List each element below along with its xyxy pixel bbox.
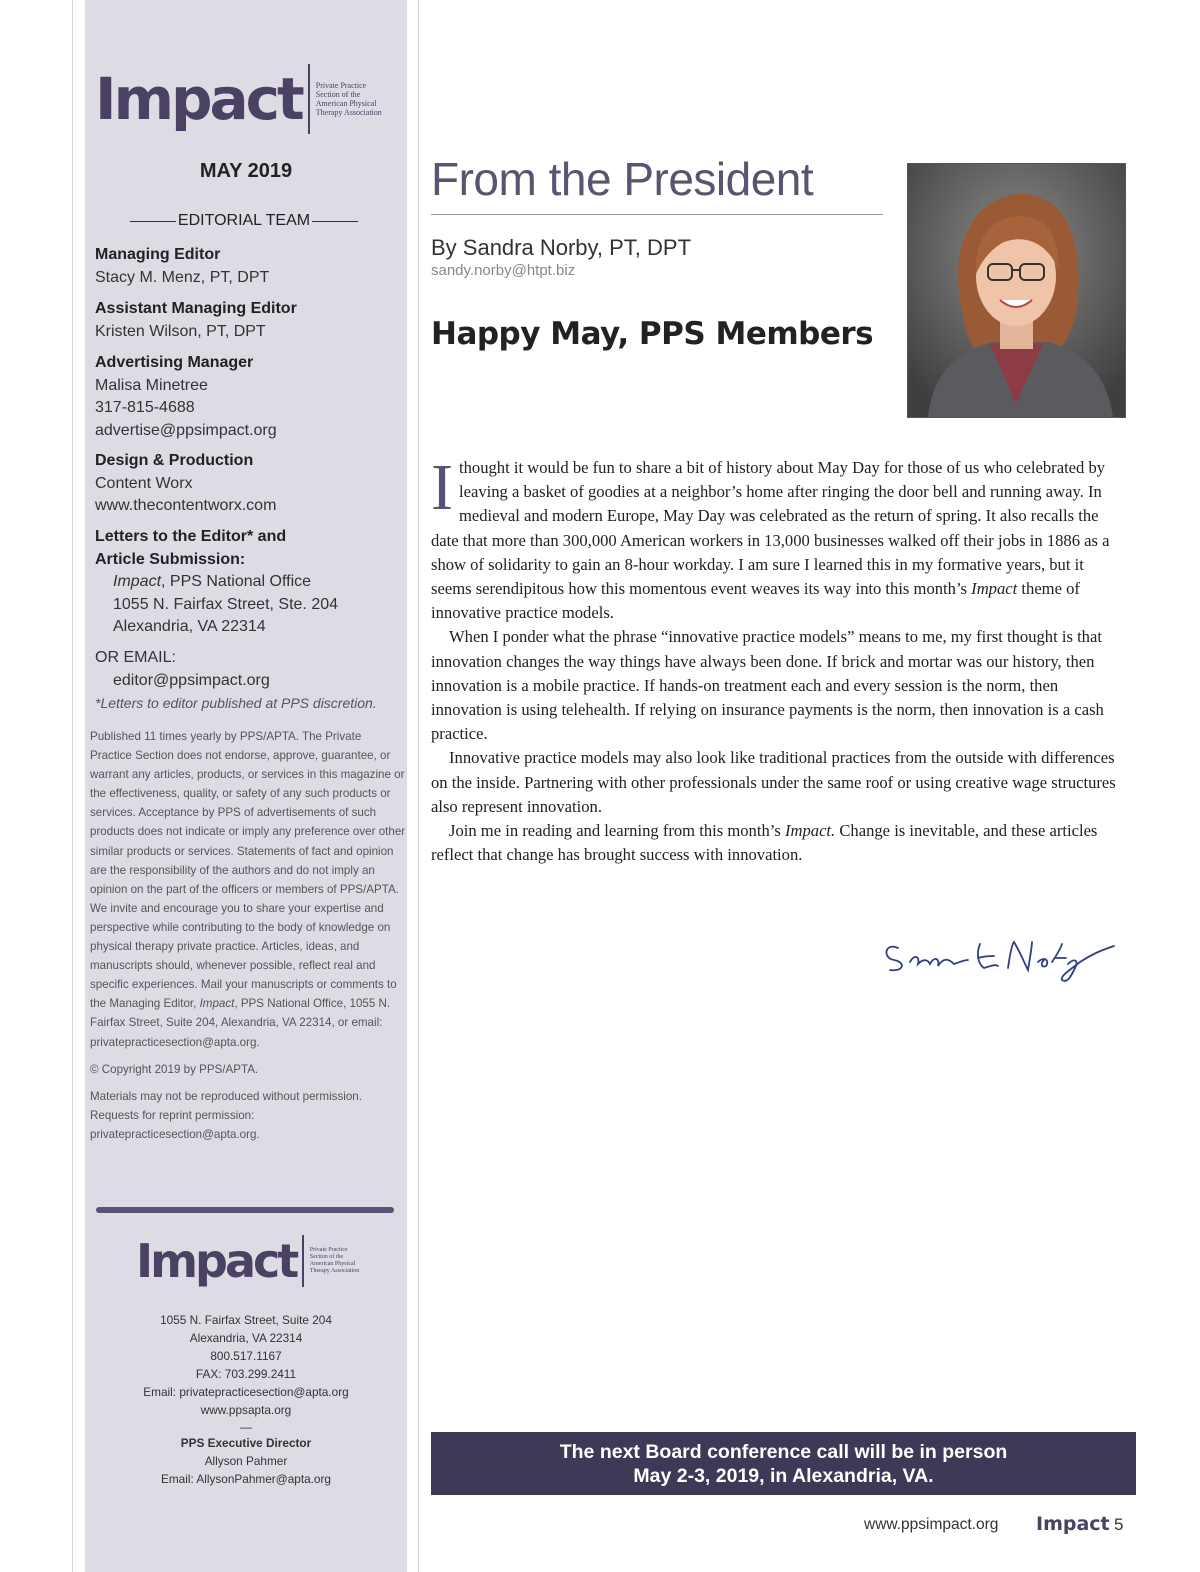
logo-tagline: Private Practice Section of the American Physical Therapy Association [309,1247,360,1274]
advertising-email-link[interactable]: advertise@ppsimpact.org [95,421,277,439]
article-body [431,451,1125,867]
role-title: Advertising Manager [95,354,254,371]
office-italic: Impact [113,573,162,590]
letters-submission-block [95,526,395,639]
contact-street: 1055 N. Fairfax Street, Suite 204 [160,1313,332,1327]
paragraph-4-start: Join me in reading and learning from this month’s [449,821,785,841]
paragraph-1-end: theme of innovative practice models. [431,579,1080,623]
copyright-notice: © Copyright 2019 by PPS/APTA. [90,1062,259,1076]
issue-date: MAY 2019 [199,160,293,182]
column-divider [418,0,419,1572]
contact-fax: FAX: 703.299.2411 [195,1367,297,1382]
office-street: 1055 N. Fairfax Street, Ste. 204 [113,595,339,613]
company-name: Content Worx [95,474,193,492]
signature-image [880,930,1120,990]
title-rule [431,214,883,215]
logo-wordmark: Impact [95,65,302,133]
design-production-block [95,450,395,518]
impact-logo [95,64,382,134]
publisher-disclaimer [90,727,406,1144]
or-email-block [95,647,395,715]
reprint-notice: Materials may not be reproduced without permission. Requests for reprint permission: privatepracticesection@apta.org. [90,1089,362,1141]
office-name [95,571,395,594]
contact-phone: 800.517.1167 [210,1349,282,1364]
letters-note: *Letters to editor published at PPS discretion. [95,695,377,711]
assistant-managing-editor-block [95,298,395,343]
office-rest: , PPS National Office [161,573,312,590]
paragraph-1 [431,451,1125,625]
office-city: Alexandria, VA 22314 [113,618,266,635]
footer-brand: Impact [1036,1513,1110,1535]
paragraph-4 [431,819,1125,867]
banner-line-2: May 2-3, 2019, in Alexandria, VA. [633,1464,934,1487]
role-title: Assistant Managing Editor [95,300,297,317]
role-title: Managing Editor [95,246,221,263]
dropcap-letter: I [431,451,453,524]
role-title: Design & Production [95,452,254,469]
person-name: Malisa Minetree [95,376,208,394]
impact-logo-small [136,1234,359,1288]
paragraph-4-italic: Impact. [784,821,836,841]
logo-divider [308,64,310,134]
disclaimer-italic: Impact [199,997,235,1011]
editor-email-link[interactable]: editor@ppsimpact.org [113,671,270,689]
footer-website-link[interactable]: www.ppsimpact.org [864,1516,999,1533]
person-name: Kristen Wilson, PT, DPT [95,322,266,340]
design-website-link[interactable]: www.thecontentworx.com [95,497,277,514]
handwritten-signature [880,930,1120,990]
phone-number: 317-815-4688 [95,399,195,416]
heading-rule-left [130,221,176,222]
executive-director-name: Allyson Pahmer [204,1453,288,1468]
page-edge-rule [72,0,73,1572]
board-call-banner [431,1432,1136,1495]
heading-rule-right [312,221,358,222]
paragraph-4-end: Change is inevitable, and these articles reflect that change has brought success with innovation. [431,821,1098,865]
contact-city: Alexandria, VA 22314 [189,1331,303,1346]
executive-director-email-link[interactable]: Email: AllysonPahmer@apta.org [160,1471,331,1486]
contact-website-link[interactable]: www.ppsapta.org [200,1403,292,1418]
or-email-label: OR EMAIL: [95,649,176,666]
banner-line-1: The next Board conference call will be in person [559,1440,1008,1463]
pps-contact-block [85,1311,407,1488]
logo-divider [302,1235,304,1287]
paragraph-3: Innovative practice models may also look like traditional practices from the outside with differences on the inside. Partnering with other professionals under the same roof or using creative wage structures also represent innovation. [431,748,1116,816]
editorial-team-label: EDITORIAL TEAM [177,212,311,229]
disclaimer-part2: , PPS National Office, 1055 N. Fairfax Street, Suite 204, Alexandria, VA 22314, or email: privatepracticesection@apta.org. [90,997,391,1049]
page-number: 5 [1114,1515,1124,1534]
disclaimer-text [90,727,406,1052]
brush-stroke-divider [96,1207,394,1213]
role-title-line1: Letters to the Editor* and [95,528,287,545]
section-title: From the President [431,153,814,205]
advertising-manager-block [95,352,395,442]
logo-wordmark: Impact [136,1234,297,1288]
portrait-illustration [908,164,1125,417]
author-portrait-image [907,163,1126,418]
disclaimer-part1: Published 11 times yearly by PPS/APTA. The Private Practice Section does not endorse, approve, guarantee, or warrant any articles, products, or services in this magazine or the effectiveness, quality, or safety of any such products or services. Acceptance by PPS of advertisements of such products does not indicate or imply any preference over other similar products or services. Statements of fact and opinion are the responsibility of the authors and do not imply an opinion on the part of the officers or members of PPS/APTA. We invite and encourage you to share your expertise and perspective while contributing to the body of knowledge on physical therapy private practice. Articles, ideas, and manuscripts should, whenever possible, reflect real and specific experiences. Mail your manuscripts or comments to the Managing Editor, [90,730,406,1011]
role-title-line2: Article Submission: [95,550,246,568]
contact-separator: — [240,1419,252,1434]
author-byline: By Sandra Norby, PT, DPT [431,235,692,260]
author-email-link[interactable]: sandy.norby@htpt.biz [431,262,576,279]
contact-email-link[interactable]: Email: privatepracticesection@apta.org [143,1385,349,1400]
editorial-team-heading [130,212,358,230]
executive-director-title: PPS Executive Director [180,1435,312,1450]
paragraph-1-italic: Impact [971,579,1018,599]
paragraph-2: When I ponder what the phrase “innovative practice models” means to me, my first thought is that innovation changes the way things have always been done. If brick and mortar was our history, then innovation is a mobile practice. If hands-on treatment each and every session is the norm, then innovation is using telehealth. If relying on insurance payments is the norm, then innovation is a cash practice. [431,627,1104,744]
logo-tagline: Private Practice Section of the American Physical Therapy Association [315,80,382,118]
person-name: Stacy M. Menz, PT, DPT [95,268,270,286]
managing-editor-block [95,244,395,289]
paragraph-1-text: thought it would be fun to share a bit of history about May Day for those of us who celebrated by leaving a basket of goodies at a neighbor’s home after ringing the door bell and running away. In medieval and modern Europe, May Day was celebrated as the return of spring. It also recalls the date that more than 300,000 American workers in 13,000 businesses walked off their jobs in 1886 as a show of solidarity to gain an 8-hour workday. I am sure I learned this in my formative years, but it seems serendipitous how this momentous event weaves its way into this month’s [431,458,1110,599]
article-headline: Happy May, PPS Members [431,316,874,352]
